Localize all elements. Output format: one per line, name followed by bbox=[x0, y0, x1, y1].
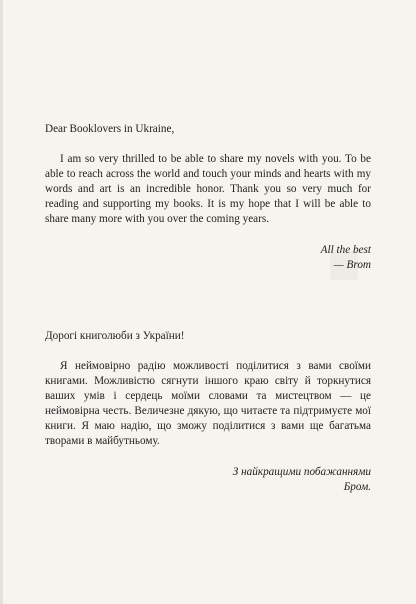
ukrainian-signoff bbox=[45, 465, 371, 495]
english-signoff bbox=[45, 243, 371, 273]
ukrainian-closing: З найкращими побажаннями bbox=[232, 466, 371, 478]
english-salutation: Dear Booklovers in Ukraine, bbox=[45, 123, 175, 135]
ukrainian-letter bbox=[45, 329, 371, 495]
english-closing: All the best bbox=[320, 244, 371, 256]
english-letter bbox=[45, 122, 371, 273]
ukrainian-body: Я неймовірно радію можливості поділитися з вами своїми книгами. Можливістю сягнути іншого краю світу й торкнутися ваших умів і сердець моїми словами та мистецтвом — це неймовірна честь. Величезне дякую, що читаєте та підтримуєте мої книги. Я маю надію, що зможу поділитися з вами ще багатьма творами в майбутньому. bbox=[45, 360, 371, 447]
ukrainian-salutation: Дорогі книголюби з України! bbox=[45, 330, 185, 342]
page-edge-shadow bbox=[0, 0, 3, 604]
english-signature: — Brom bbox=[333, 259, 371, 271]
english-body: I am so very thrilled to be able to share my novels with you. To be able to reach across the world and touch your minds and hearts with my words and art is an incredible honor. Thank you so very much for reading and supporting my books. It is my hope that I will be able to share many more with you over the coming years. bbox=[45, 153, 371, 225]
ukrainian-signature: Бром. bbox=[343, 481, 371, 493]
